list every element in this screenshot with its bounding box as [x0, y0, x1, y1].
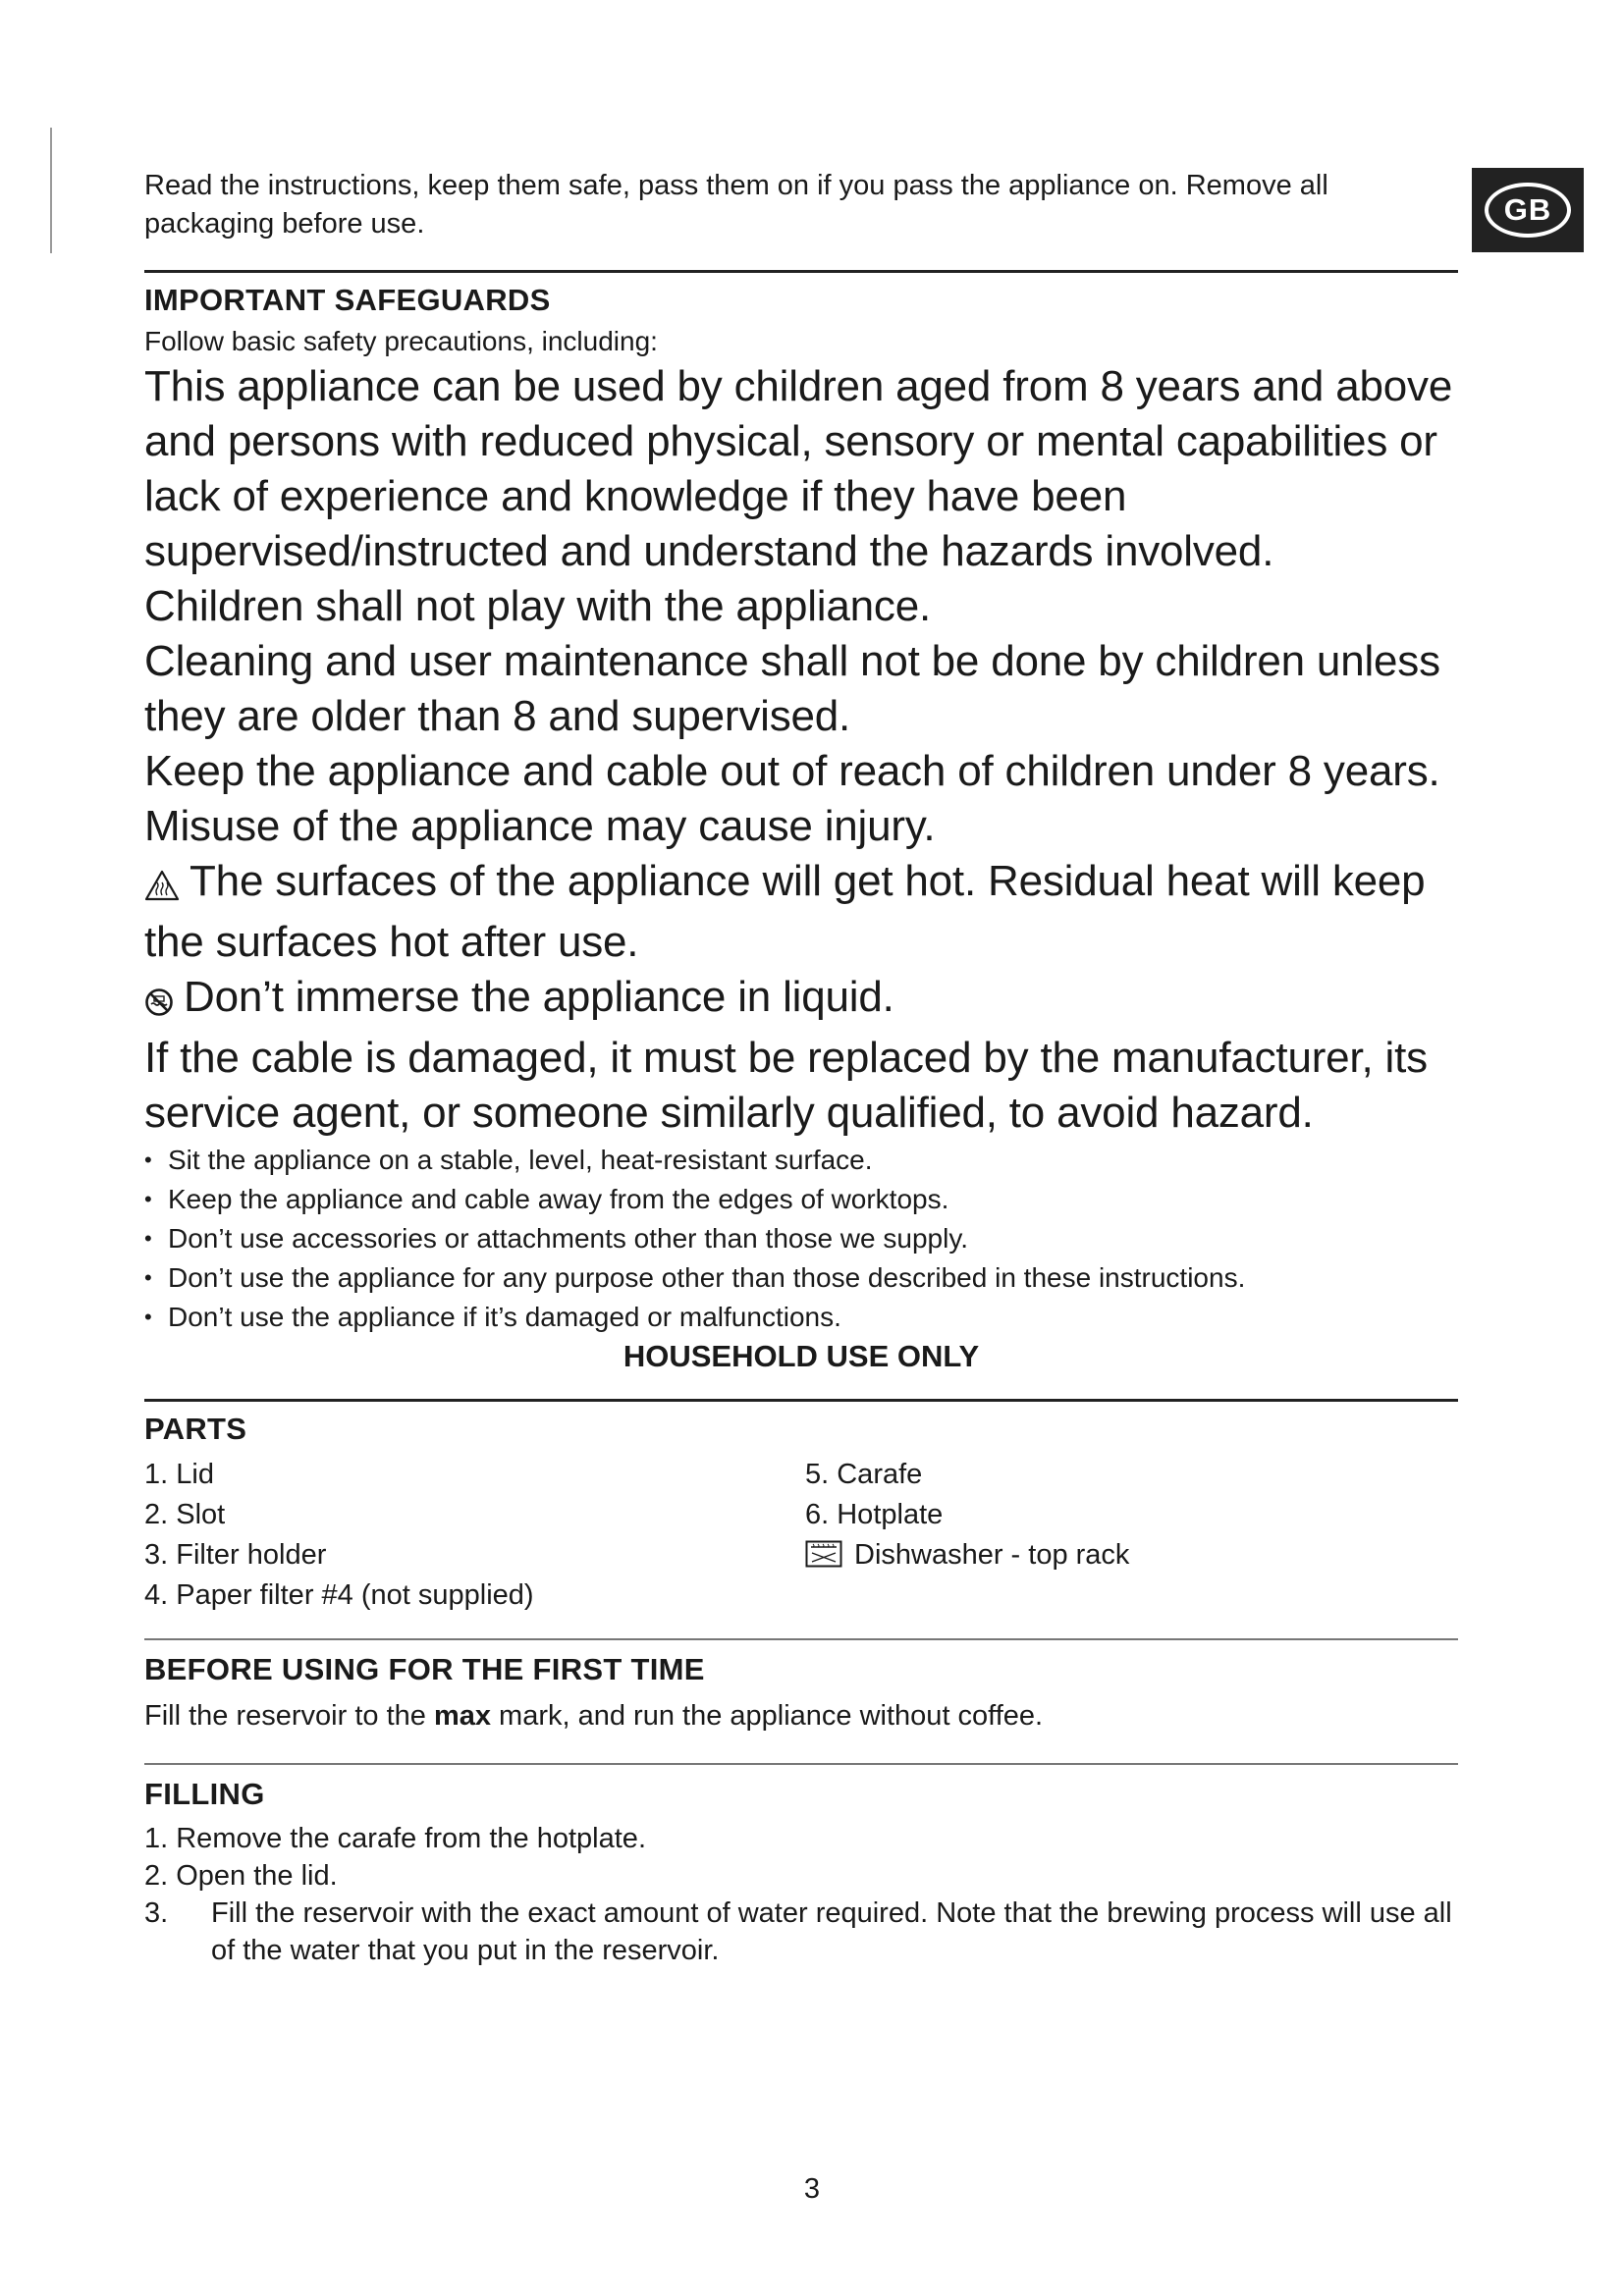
list-item: 1. Remove the carafe from the hotplate.	[144, 1823, 646, 1854]
dishwasher-item	[805, 1535, 1458, 1579]
safeguard-paragraph: Cleaning and user maintenance shall not be done by children unless they are older than 8 and supervised.	[144, 637, 1440, 740]
safeguard-paragraph: Misuse of the appliance may cause injury.	[144, 802, 936, 850]
safeguards-title: IMPORTANT SAFEGUARDS	[144, 283, 551, 317]
dishwasher-icon	[805, 1539, 842, 1579]
hot-surface-warning	[144, 854, 1458, 970]
hot-surface-text: The surfaces of the appliance will get hot. Residual heat will keep the surfaces hot after use.	[144, 857, 1426, 966]
dishwasher-text: Dishwasher - top rack	[854, 1539, 1130, 1571]
parts-column-left	[144, 1455, 797, 1616]
list-item: 2. Open the lid.	[144, 1860, 338, 1892]
safety-bullet-list	[144, 1141, 1458, 1337]
parts-list	[144, 1455, 1458, 1616]
intro-text: Read the instructions, keep them safe, pass them on if you pass the appliance on. Remove all packaging before use.	[144, 170, 1328, 240]
filling-steps	[144, 1820, 1458, 1969]
list-item: 2. Slot	[144, 1499, 226, 1530]
language-badge	[1472, 168, 1584, 252]
margin-mark	[50, 128, 52, 253]
list-item: • Keep the appliance and cable away from the edges of worktops.	[144, 1180, 1458, 1219]
page-content	[144, 167, 1458, 1969]
first-use-text	[144, 1697, 1458, 1735]
first-use-text-end: mark, and run the appliance without coffee.	[491, 1700, 1044, 1732]
page-number: 3	[803, 2173, 821, 2205]
first-use-title: BEFORE USING FOR THE FIRST TIME	[144, 1652, 705, 1686]
household-use-only: HOUSEHOLD USE ONLY	[623, 1339, 980, 1373]
list-item: • Don’t use the appliance for any purpose other than those described in these instructions.	[144, 1258, 1458, 1298]
section-divider	[144, 270, 1458, 273]
max-mark-label: max	[433, 1700, 491, 1732]
step-number: 3.	[144, 1897, 169, 1929]
no-immerse-text: Don’t immerse the appliance in liquid.	[184, 973, 894, 1021]
list-item: 6. Hotplate	[805, 1499, 944, 1530]
no-immerse-icon	[144, 976, 174, 1031]
safeguard-paragraph: Children shall not play with the appliance.	[144, 582, 931, 630]
list-item	[144, 1895, 1458, 1969]
language-badge-label: GB	[1485, 183, 1571, 238]
safeguards-subtitle: Follow basic safety precautions, including:	[144, 326, 658, 356]
filling-title: FILLING	[144, 1777, 265, 1811]
list-item: 1. Lid	[144, 1459, 214, 1490]
safeguards-large-text	[144, 359, 1458, 1141]
safeguard-paragraph: Keep the appliance and cable out of reach of children under 8 years.	[144, 747, 1440, 795]
list-item: 3. Filter holder	[144, 1539, 327, 1571]
step-text: Fill the reservoir with the exact amount of water required. Note that the brewing process will use all of the water that you put in the reservoir.	[211, 1897, 1452, 1966]
section-divider	[144, 1763, 1458, 1765]
hot-surface-warning-icon	[144, 860, 180, 915]
cable-warning: If the cable is damaged, it must be replaced by the manufacturer, its service agent, or someone similarly qualified, to avoid hazard.	[144, 1034, 1428, 1137]
section-divider	[144, 1399, 1458, 1402]
list-item: • Don’t use accessories or attachments other than those we supply.	[144, 1219, 1458, 1258]
list-item: 5. Carafe	[805, 1459, 923, 1490]
section-divider	[144, 1638, 1458, 1640]
list-item: • Sit the appliance on a stable, level, heat-resistant surface.	[144, 1141, 1458, 1180]
list-item: 4. Paper filter #4 (not supplied)	[144, 1579, 534, 1611]
no-immerse-warning	[144, 970, 1458, 1031]
list-item: • Don’t use the appliance if it’s damaged or malfunctions.	[144, 1298, 1458, 1337]
parts-title: PARTS	[144, 1412, 247, 1446]
safeguard-paragraph: This appliance can be used by children aged from 8 years and above and persons with reduced physical, sensory or mental capabilities or lack of experience and knowledge if they have been supervised/instructed and understand the hazards involved.	[144, 362, 1453, 575]
parts-column-right	[797, 1455, 1458, 1616]
first-use-text-start: Fill the reservoir to the	[144, 1700, 434, 1732]
